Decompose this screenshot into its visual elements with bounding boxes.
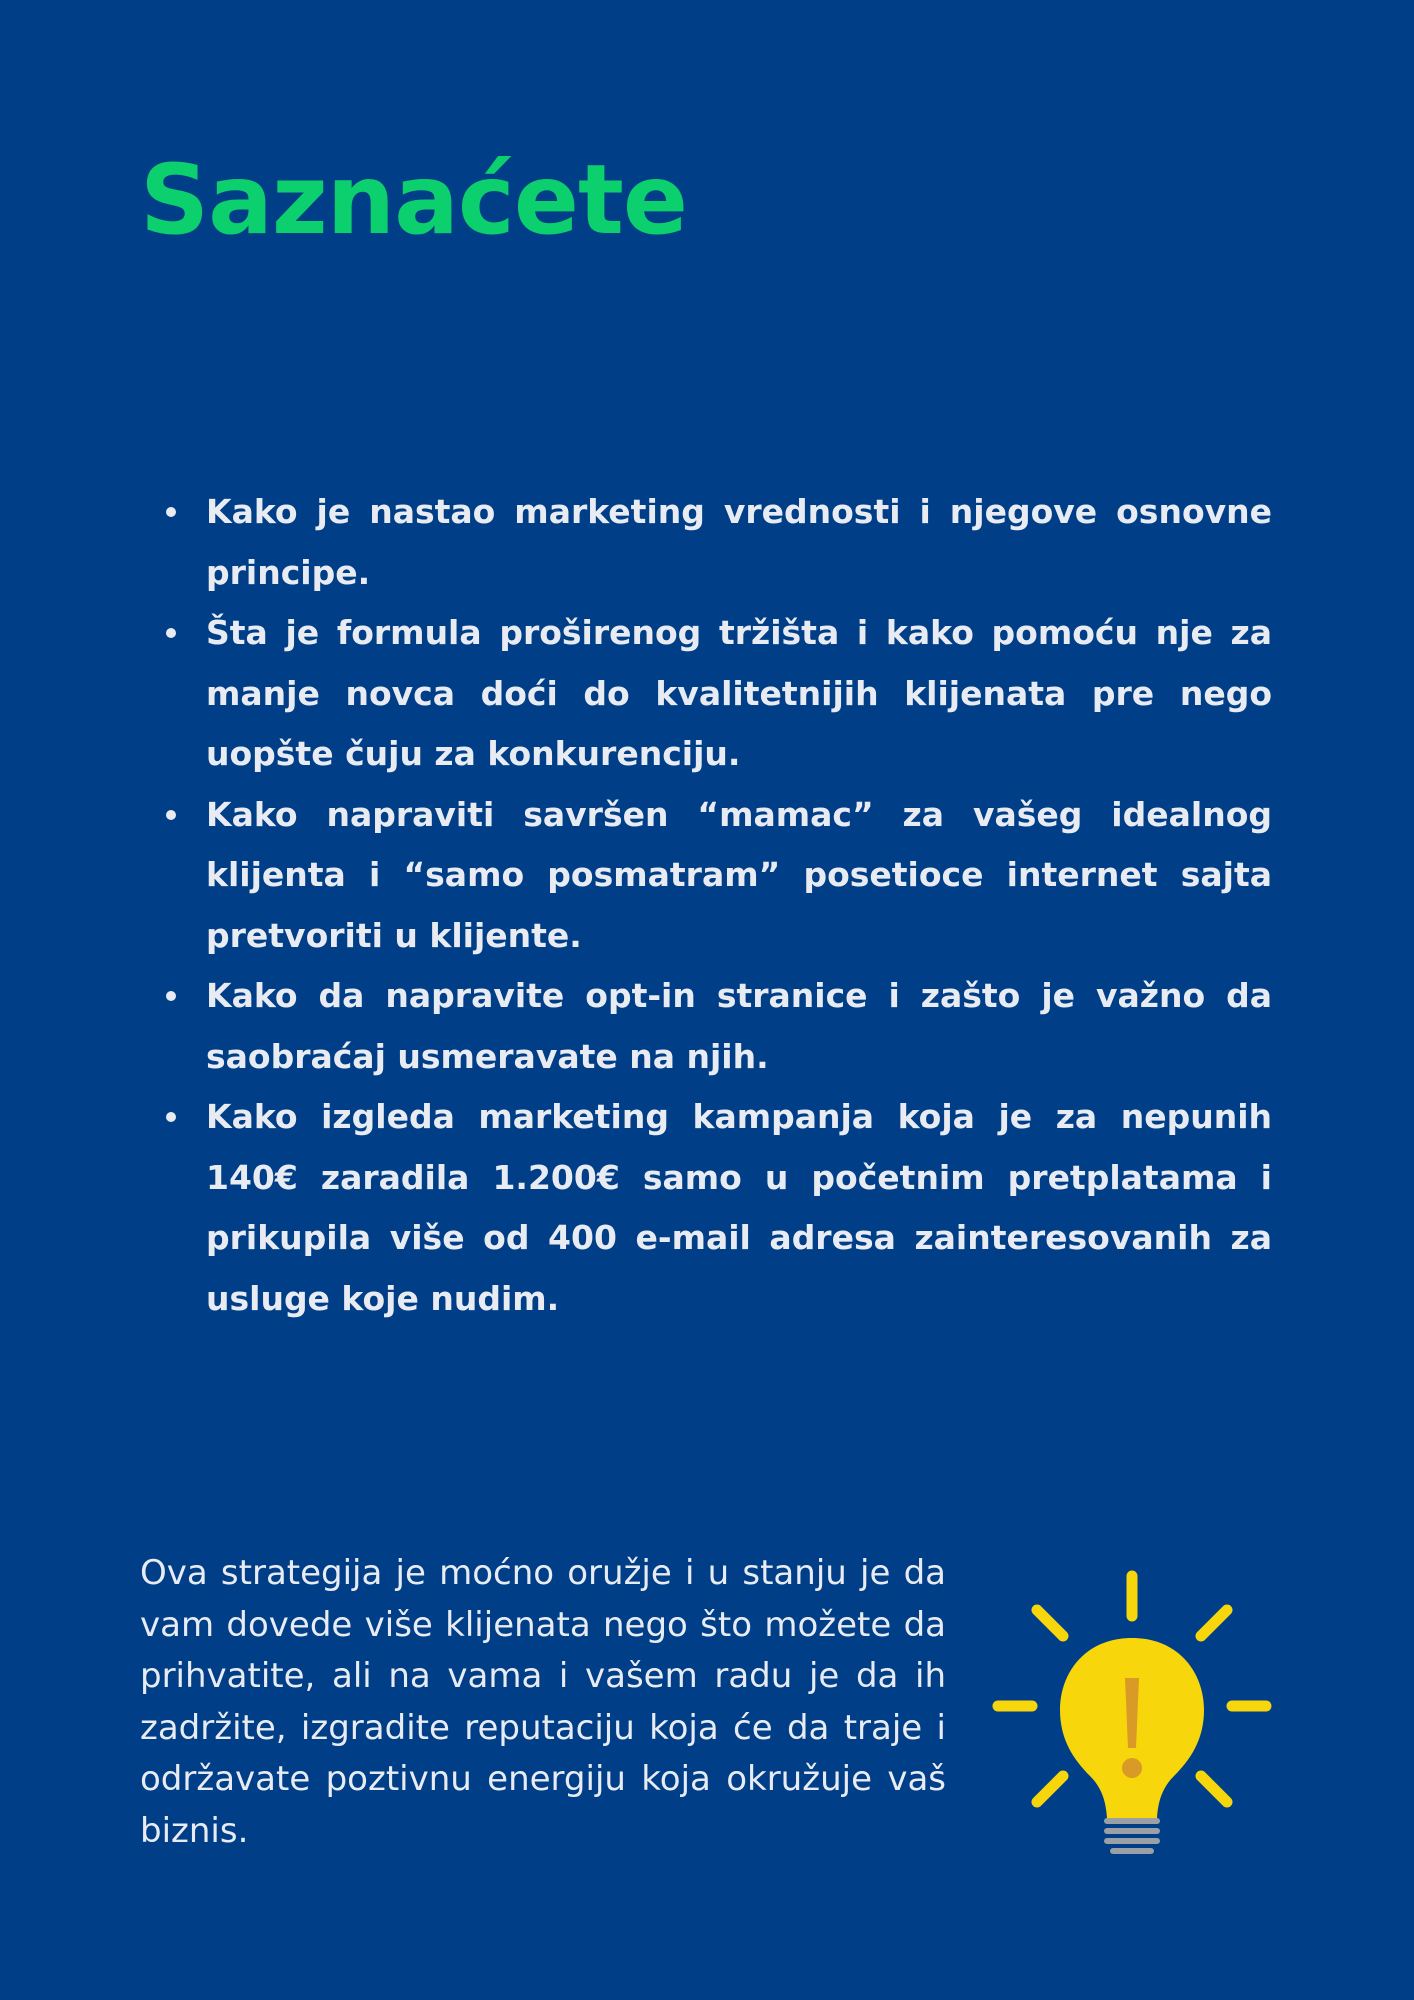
benefits-list <box>206 482 1272 1329</box>
list-item-text: Šta je formula proširenog tržišta i kako pomoću nje za manje novca doći do kvalitetnijih klijenata pre nego uopšte čuju za konkurenciju. <box>206 613 1272 773</box>
bullet-dot <box>166 628 176 638</box>
list-item <box>206 966 1272 1087</box>
list-item <box>206 482 1272 603</box>
list-item <box>206 1087 1272 1329</box>
closing-paragraph: Ova strategija je moćno oružje i u stanju je da vam dovede više klijenata nego što možete da prihvatite, ali na vama i vašem radu je da ih zadržite, izgradite reputaciju koja će da traje i održavate poztivnu energiju koja okružuje vaš biznis. <box>140 1553 946 1851</box>
list-item-text: Kako je nastao marketing vrednosti i njegove osnovne principe. <box>206 492 1272 592</box>
list-item-text: Kako napraviti savršen “mamac” za vašeg idealnog klijenta i “samo posmatram” posetioce internet sajta pretvoriti u klijente. <box>206 794 1272 955</box>
bullet-dot <box>166 810 176 820</box>
list-item-text: Kako izgleda marketing kampanja koja je za nepunih 140€ zaradila 1.200€ samo u početnim pretplatama i prikupila više od 400 e-mail adresa zainteresovanih za usluge koje nudim. <box>206 1097 1272 1318</box>
bullet-dot <box>166 991 176 1001</box>
page-title: Saznaćete <box>140 144 687 256</box>
list-item <box>206 603 1272 785</box>
list-item-text: Kako da napravite opt-in stranice i zašto je važno da saobraćaj usmeravate na njih. <box>206 976 1272 1076</box>
exclamation-dot <box>1122 1758 1142 1778</box>
bullet-dot <box>166 1112 176 1122</box>
lightbulb-exclamation-icon <box>992 1570 1272 1860</box>
bulb-base <box>1104 1818 1160 1854</box>
bullet-dot <box>166 507 176 517</box>
list-item <box>206 785 1272 967</box>
